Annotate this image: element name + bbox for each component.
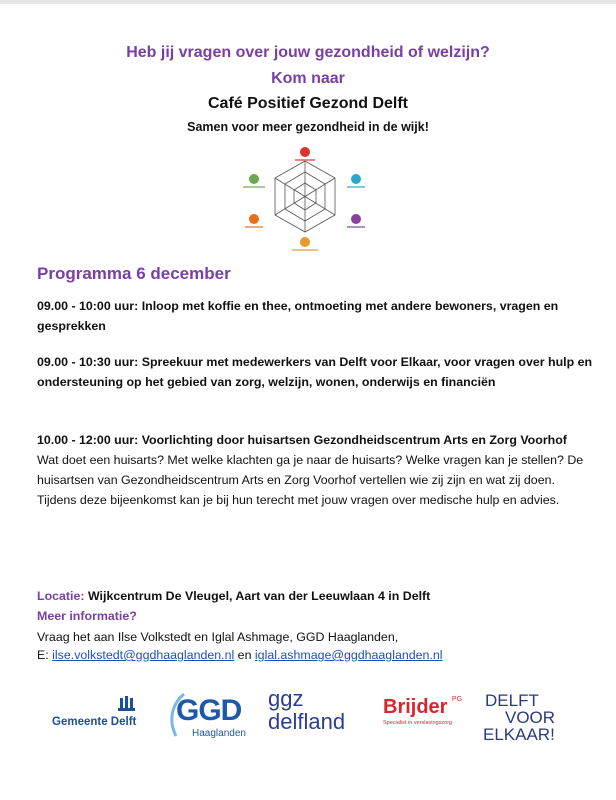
more-info-label: Meer informatie? bbox=[37, 609, 137, 623]
contact-line: Vraag het aan Ilse Volkstedt en Iglal Ashmage, GGD Haaglanden, bbox=[37, 630, 399, 644]
brijder-sup: PG bbox=[451, 696, 463, 703]
label-upper-right bbox=[347, 186, 365, 188]
people-icon bbox=[300, 237, 310, 247]
label-upper-left bbox=[243, 186, 265, 188]
ggz-delfland-logo bbox=[268, 688, 368, 734]
dve-line-2: VOOR bbox=[505, 708, 556, 727]
event-title: Café Positief Gezond Delft bbox=[207, 95, 409, 112]
partner-logos bbox=[0, 686, 616, 756]
program-item-3-time: 10.00 - 12:00 uur: bbox=[37, 433, 139, 447]
sun-icon bbox=[249, 174, 259, 184]
email-and: en bbox=[237, 648, 252, 662]
kom-naar: Kom naar bbox=[271, 70, 345, 87]
gemeente-delft-logo bbox=[52, 694, 152, 728]
email-link-ilse[interactable]: ilse.volkstedt@ggdhaaglanden.nl bbox=[52, 648, 235, 662]
label-lower-left bbox=[245, 226, 263, 228]
gemeente-delft-text: Gemeente Delft bbox=[52, 716, 137, 728]
program-item-2-text: Spreekuur met medewerkers van Delft voor Elkaar, voor vragen over hulp en ondersteuning op het gebied van zorg, welzijn, wonen, onderwijs en financiën bbox=[37, 355, 593, 389]
spider-chart bbox=[230, 143, 380, 253]
location-value: Wijkcentrum De Vleugel, Aart van der Leeuwlaan 4 in Delft bbox=[87, 589, 431, 603]
brijder-subtext: Specialist in verslavingszorg bbox=[383, 720, 453, 726]
brijder-logo bbox=[383, 696, 478, 726]
intro-question: Heb jij vragen over jouw gezondheid of welzijn? bbox=[126, 44, 490, 61]
label-bottom bbox=[292, 249, 318, 251]
dve-line-3: ELKAAR! bbox=[483, 725, 555, 744]
brijder-text: Brijder bbox=[383, 696, 448, 718]
program-item-1-time: 09.00 - 10:00 uur: bbox=[37, 299, 139, 313]
positive-health-diagram bbox=[230, 143, 380, 253]
program-item-2 bbox=[37, 352, 597, 392]
spider-web bbox=[275, 161, 335, 232]
program-item-3 bbox=[37, 430, 597, 510]
label-lower-right bbox=[347, 226, 365, 228]
programma-title: Programma 6 december bbox=[37, 264, 231, 283]
ggd-logo bbox=[168, 690, 254, 742]
email-line bbox=[37, 645, 597, 665]
program-item-3-text: Voorlichting door huisartsen Gezondheidscentrum Arts en Zorg Voorhof bbox=[141, 433, 567, 447]
program-item-2-time: 09.00 - 10:30 uur: bbox=[37, 355, 139, 369]
delft-voor-elkaar-logo bbox=[483, 692, 583, 743]
program-item-3-description: Wat doet een huisarts? Met welke klachten ga je naar de huisarts? Welke vragen kan je stellen? De huisartsen van Gezondheidscentrum Arts en Zorg Voorhof vertellen wie zij zijn en wat zij doen. Tijdens deze bijeenkomst kan je bij hun terecht met jouw vragen over medische hulp en advies. bbox=[37, 453, 584, 507]
running-icon bbox=[249, 214, 259, 224]
program-item-1 bbox=[37, 296, 597, 336]
leaf-icon bbox=[351, 214, 361, 224]
ggz-text: ggz bbox=[268, 686, 304, 711]
more-info-heading bbox=[37, 606, 597, 626]
delfland-text: delfland bbox=[268, 709, 346, 734]
brain-icon bbox=[351, 174, 361, 184]
delft-crest-icon bbox=[52, 694, 152, 714]
location-label: Locatie: bbox=[37, 589, 85, 603]
program-item-1-text: Inloop met koffie en thee, ontmoeting met andere bewoners, vragen en gesprekken bbox=[37, 299, 559, 333]
email-link-iglal[interactable]: iglal.ashmage@ggdhaaglanden.nl bbox=[254, 648, 443, 662]
heart-icon bbox=[300, 147, 310, 157]
email-prefix: E: bbox=[37, 648, 49, 662]
ggd-text: GGD bbox=[176, 694, 242, 727]
ggd-subtext: Haaglanden bbox=[192, 728, 246, 739]
tagline: Samen voor meer gezondheid in de wijk! bbox=[187, 120, 429, 134]
location bbox=[37, 586, 597, 606]
top-border bbox=[0, 0, 616, 4]
dve-line-1: DELFT bbox=[485, 691, 539, 710]
label-top bbox=[295, 159, 315, 161]
